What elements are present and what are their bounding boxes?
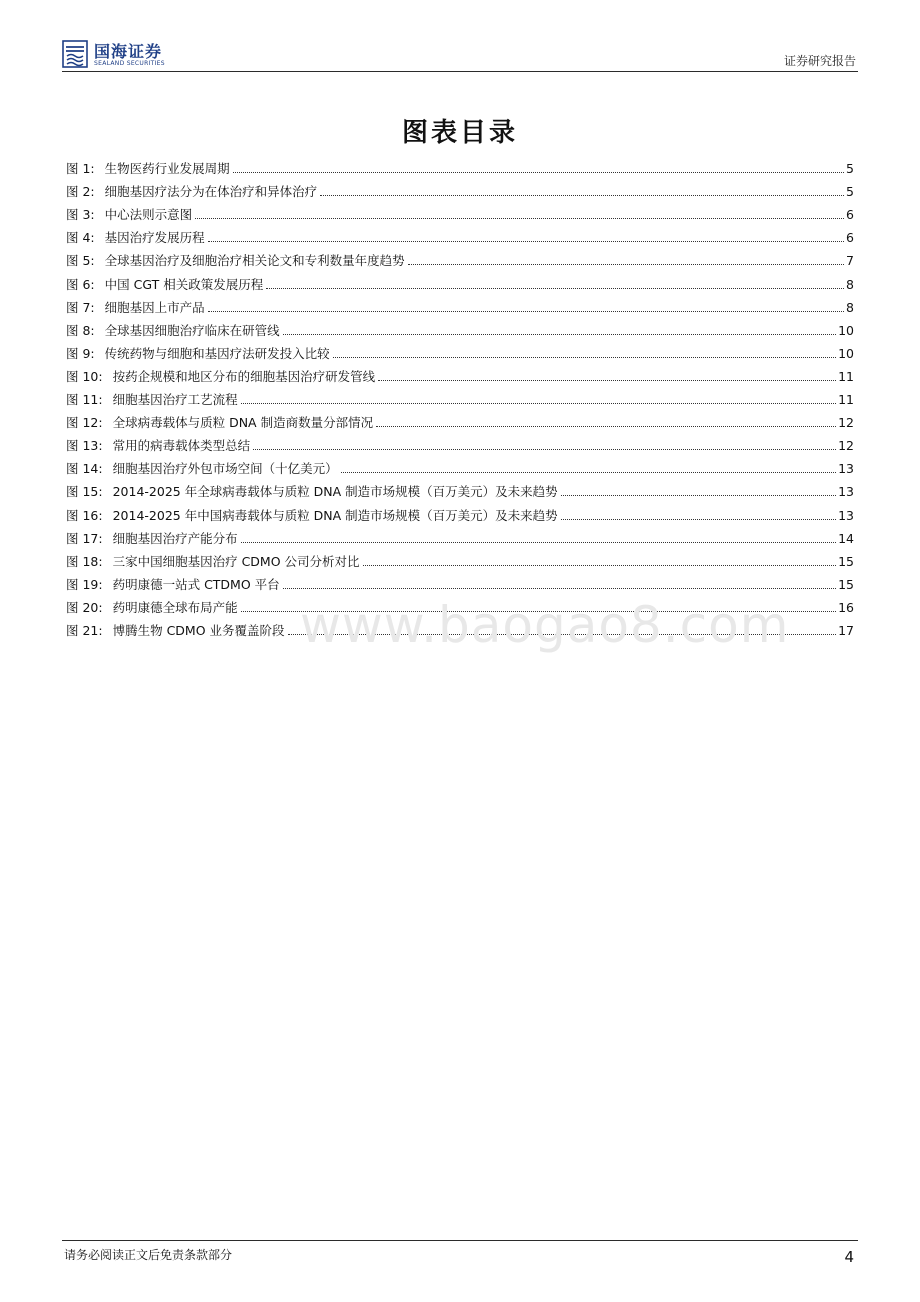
toc-page-number: 12	[838, 415, 854, 431]
toc-dot-leader	[320, 195, 844, 196]
toc-dot-leader	[195, 218, 844, 219]
toc-dot-leader	[363, 565, 837, 566]
toc-figure-label: 图 8:	[66, 322, 95, 338]
toc-figure-label: 图 1:	[66, 161, 95, 177]
toc-page-number: 10	[838, 322, 854, 338]
toc-entry[interactable]	[66, 292, 854, 315]
toc-entry[interactable]	[66, 245, 854, 268]
toc-entry[interactable]	[66, 569, 854, 592]
page-title: 图表目录	[401, 118, 518, 148]
toc-figure-title: 传统药物与细胞和基因疗法研发投入比较	[104, 345, 330, 361]
toc-page-number: 16	[838, 599, 854, 615]
logo-english-name: SEALAND SECURITIES	[94, 60, 165, 67]
sealand-logo-icon	[62, 40, 88, 68]
toc-figure-label: 图 21:	[66, 622, 103, 638]
toc-figure-label: 图 10:	[66, 368, 103, 384]
figure-table-of-contents	[66, 153, 854, 638]
toc-figure-label: 图 13:	[66, 438, 103, 454]
toc-page-number: 13	[838, 507, 854, 523]
toc-dot-leader	[376, 426, 836, 427]
toc-page-number: 8	[846, 299, 854, 315]
toc-page-number: 6	[846, 230, 854, 246]
toc-page-number: 15	[838, 576, 854, 592]
toc-figure-title: 全球基因细胞治疗临床在研管线	[104, 322, 280, 338]
logo-chinese-name: 国海证券	[94, 42, 163, 61]
toc-dot-leader	[283, 334, 836, 335]
toc-figure-label: 图 12:	[66, 415, 103, 431]
toc-page-number: 15	[838, 553, 854, 569]
toc-figure-label: 图 11:	[66, 392, 103, 408]
report-type-label: 证券研究报告	[783, 54, 856, 68]
toc-entry[interactable]	[66, 523, 854, 546]
toc-page-number: 17	[838, 622, 854, 638]
toc-entry[interactable]	[66, 453, 854, 476]
toc-dot-leader	[378, 380, 836, 381]
toc-figure-title: 生物医药行业发展周期	[104, 161, 230, 177]
watermark: www.baogao8.com	[300, 596, 790, 654]
toc-figure-label: 图 17:	[66, 530, 103, 546]
toc-dot-leader	[208, 241, 844, 242]
toc-figure-title: 细胞基因疗法分为在体治疗和异体治疗	[104, 184, 318, 200]
page-number: 4	[844, 1248, 854, 1266]
toc-figure-label: 图 4:	[66, 230, 95, 246]
toc-dot-leader	[561, 519, 836, 520]
toc-entry[interactable]	[66, 153, 854, 176]
toc-entry[interactable]	[66, 499, 854, 522]
toc-page-number: 7	[846, 253, 854, 269]
toc-figure-label: 图 16:	[66, 507, 103, 523]
toc-entry[interactable]	[66, 222, 854, 245]
toc-figure-label: 图 2:	[66, 184, 95, 200]
toc-page-number: 12	[838, 438, 854, 454]
toc-figure-label: 图 6:	[66, 276, 95, 292]
footer-disclaimer: 请务必阅读正文后免责条款部分	[64, 1248, 233, 1262]
toc-figure-label: 图 9:	[66, 345, 95, 361]
toc-figure-title: 细胞基因治疗外包市场空间（十亿美元）	[112, 461, 338, 477]
toc-page-number: 5	[846, 161, 854, 177]
toc-page-number: 13	[838, 461, 854, 477]
toc-figure-title: 按药企规模和地区分布的细胞基因治疗研发管线	[112, 368, 376, 384]
toc-dot-leader	[208, 311, 844, 312]
toc-page-number: 13	[838, 484, 854, 500]
toc-dot-leader	[561, 495, 836, 496]
toc-dot-leader	[253, 449, 836, 450]
toc-figure-label: 图 5:	[66, 253, 95, 269]
toc-dot-leader	[241, 403, 836, 404]
toc-figure-title: 2014-2025 年全球病毒载体与质粒 DNA 制造市场规模（百万美元）及未来趋势	[112, 484, 558, 500]
toc-figure-title: 中国 CGT 相关政策发展历程	[104, 276, 264, 292]
toc-figure-title: 细胞基因治疗工艺流程	[112, 392, 238, 408]
footer-divider	[62, 1240, 858, 1241]
toc-figure-title: 常用的病毒载体类型总结	[112, 438, 251, 454]
toc-page-number: 6	[846, 207, 854, 223]
header-divider	[62, 71, 858, 72]
toc-figure-label: 图 18:	[66, 553, 103, 569]
toc-figure-label: 图 19:	[66, 576, 103, 592]
toc-entry[interactable]	[66, 176, 854, 199]
toc-figure-title: 细胞基因上市产品	[104, 299, 205, 315]
toc-figure-title: 全球基因治疗及细胞治疗相关论文和专利数量年度趋势	[104, 253, 405, 269]
toc-dot-leader	[341, 472, 836, 473]
toc-entry[interactable]	[66, 430, 854, 453]
toc-entry[interactable]	[66, 338, 854, 361]
toc-entry[interactable]	[66, 315, 854, 338]
toc-figure-title: 细胞基因治疗产能分布	[112, 530, 238, 546]
toc-entry[interactable]	[66, 546, 854, 569]
toc-figure-label: 图 3:	[66, 207, 95, 223]
toc-dot-leader	[266, 288, 844, 289]
toc-page-number: 5	[846, 184, 854, 200]
toc-figure-label: 图 20:	[66, 599, 103, 615]
toc-figure-label: 图 15:	[66, 484, 103, 500]
toc-figure-title: 中心法则示意图	[104, 207, 193, 223]
toc-entry[interactable]	[66, 361, 854, 384]
toc-entry[interactable]	[66, 476, 854, 499]
toc-figure-label: 图 14:	[66, 461, 103, 477]
toc-figure-label: 图 7:	[66, 299, 95, 315]
toc-entry[interactable]	[66, 268, 854, 291]
toc-page-number: 14	[838, 530, 854, 546]
toc-dot-leader	[408, 264, 844, 265]
toc-dot-leader	[241, 542, 836, 543]
page-header	[62, 38, 858, 78]
toc-page-number: 11	[838, 368, 854, 384]
toc-page-number: 11	[838, 392, 854, 408]
toc-entry[interactable]	[66, 384, 854, 407]
toc-entry[interactable]	[66, 199, 854, 222]
toc-figure-title: 药明康德全球布局产能	[112, 599, 238, 615]
toc-entry[interactable]	[66, 407, 854, 430]
toc-figure-title: 2014-2025 年中国病毒载体与质粒 DNA 制造市场规模（百万美元）及未来趋势	[112, 507, 558, 523]
toc-dot-leader	[333, 357, 836, 358]
toc-figure-title: 药明康德一站式 CTDMO 平台	[112, 576, 280, 592]
toc-figure-title: 基因治疗发展历程	[104, 230, 205, 246]
toc-dot-leader	[283, 588, 836, 589]
toc-figure-title: 博腾生物 CDMO 业务覆盖阶段	[112, 622, 285, 638]
toc-page-number: 8	[846, 276, 854, 292]
toc-dot-leader	[233, 172, 844, 173]
toc-figure-title: 全球病毒载体与质粒 DNA 制造商数量分部情况	[112, 415, 374, 431]
toc-figure-title: 三家中国细胞基因治疗 CDMO 公司分析对比	[112, 553, 360, 569]
toc-page-number: 10	[838, 345, 854, 361]
